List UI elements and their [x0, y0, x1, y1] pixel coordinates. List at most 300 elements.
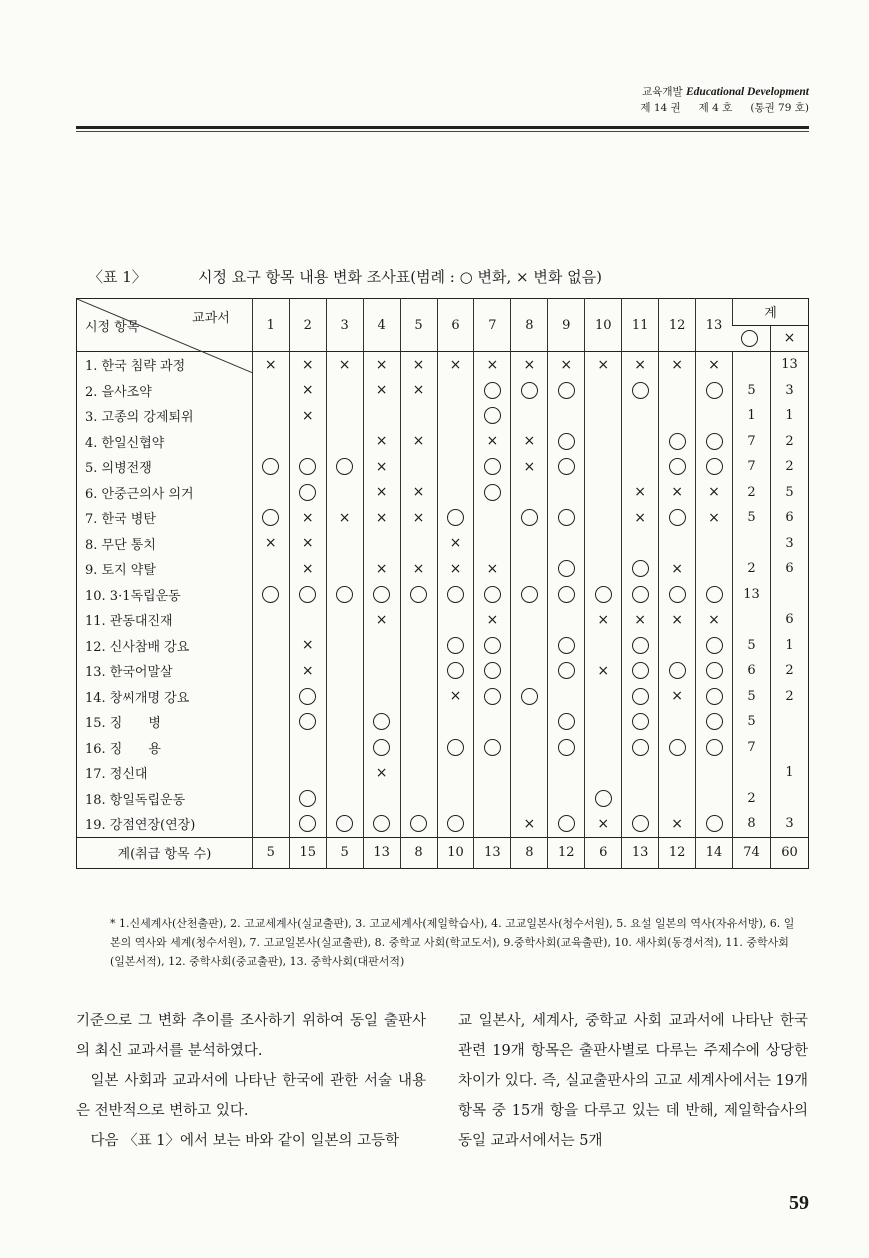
- total-value: 8: [400, 837, 437, 868]
- row-label: 6. 안중근의사 의거: [85, 486, 194, 502]
- total-value: 13: [622, 837, 659, 868]
- cell-empty: [326, 378, 363, 404]
- body-column-left: [76, 1006, 426, 1156]
- row-sum-changed: 2: [733, 480, 771, 506]
- cross-mark: ×: [375, 382, 388, 399]
- cell-changed: [696, 429, 733, 455]
- cell-changed: [474, 403, 511, 429]
- column-number: 11: [622, 299, 659, 352]
- circle-mark: [558, 586, 575, 603]
- cell-changed: [548, 505, 585, 531]
- cell-empty: [659, 531, 696, 557]
- grand-total-unchanged: 60: [770, 837, 808, 868]
- circle-mark: [336, 815, 353, 832]
- row-sum-unchanged: 2: [770, 454, 808, 480]
- circle-mark: [558, 815, 575, 832]
- cross-mark: ×: [671, 356, 683, 373]
- cross-mark: ×: [449, 356, 462, 373]
- cell-unchanged: [585, 658, 622, 684]
- circle-mark: [558, 662, 575, 679]
- header-textbook: 교과서: [192, 311, 230, 326]
- cell-changed: [437, 811, 474, 837]
- cell-empty: [696, 760, 733, 786]
- cell-changed: [696, 684, 733, 710]
- row-sum-changed: [733, 352, 771, 378]
- cell-empty: [252, 556, 289, 582]
- cell-empty: [326, 658, 363, 684]
- cell-changed: [659, 505, 696, 531]
- cell-empty: [696, 403, 733, 429]
- table-title: 시정 요구 항목 내용 변화 조사표(범례 : ○ 변화, × 변화 없음): [198, 268, 602, 286]
- cell-empty: [548, 760, 585, 786]
- cross-mark: ×: [375, 356, 388, 373]
- cell-empty: [622, 454, 659, 480]
- cell-changed: [659, 658, 696, 684]
- cell-unchanged: [659, 607, 696, 633]
- circle-mark: [373, 586, 390, 603]
- circle-mark: [632, 739, 649, 756]
- cell-unchanged: [400, 556, 437, 582]
- cell-unchanged: [622, 505, 659, 531]
- cell-changed: [474, 378, 511, 404]
- table-row: [77, 378, 809, 404]
- cell-changed: [548, 811, 585, 837]
- cell-changed: [696, 735, 733, 761]
- cell-changed: [437, 505, 474, 531]
- row-sum-unchanged: 1: [770, 403, 808, 429]
- cell-unchanged: [511, 429, 548, 455]
- total-value: 6: [585, 837, 622, 868]
- circle-mark: [632, 382, 649, 399]
- cell-empty: [474, 811, 511, 837]
- row-sum-unchanged: 6: [770, 505, 808, 531]
- cell-empty: [252, 786, 289, 812]
- cell-empty: [511, 480, 548, 506]
- cell-changed: [511, 378, 548, 404]
- cell-changed: [474, 480, 511, 506]
- cell-empty: [363, 786, 400, 812]
- circle-mark: [373, 815, 390, 832]
- row-sum-unchanged: [770, 735, 808, 761]
- cross-mark: ×: [486, 611, 499, 628]
- cell-empty: [252, 480, 289, 506]
- cross-mark: ×: [597, 662, 610, 679]
- cell-changed: [659, 429, 696, 455]
- cell-changed: [363, 735, 400, 761]
- cell-unchanged: [363, 352, 400, 378]
- row-sum-changed: 5: [733, 505, 771, 531]
- cross-mark: ×: [671, 484, 683, 501]
- cell-changed: [511, 684, 548, 710]
- cell-changed: [696, 454, 733, 480]
- cell-empty: [252, 684, 289, 710]
- cell-empty: [437, 403, 474, 429]
- cell-empty: [289, 607, 326, 633]
- cross-mark: ×: [597, 611, 610, 628]
- cross-mark: ×: [338, 509, 351, 526]
- cell-empty: [252, 378, 289, 404]
- cell-unchanged: [363, 607, 400, 633]
- circle-mark: [447, 739, 464, 756]
- circle-mark: [558, 382, 575, 399]
- row-sum-unchanged: 3: [770, 378, 808, 404]
- cross-mark: ×: [375, 560, 388, 577]
- cell-empty: [326, 760, 363, 786]
- cell-unchanged: [511, 454, 548, 480]
- cell-empty: [585, 735, 622, 761]
- table-row: [77, 403, 809, 429]
- circle-mark: [595, 790, 612, 807]
- cell-changed: [622, 658, 659, 684]
- cell-empty: [326, 607, 363, 633]
- circle-mark: [558, 509, 575, 526]
- table-row: [77, 505, 809, 531]
- cell-unchanged: [659, 811, 696, 837]
- cell-changed: [696, 709, 733, 735]
- cross-mark: ×: [671, 560, 683, 577]
- cross-mark: ×: [523, 433, 536, 450]
- cell-changed: [622, 582, 659, 608]
- cell-empty: [511, 556, 548, 582]
- row-label: 1. 한국 침략 과정: [85, 359, 186, 375]
- cell-empty: [363, 658, 400, 684]
- cross-mark: ×: [375, 458, 388, 475]
- cell-unchanged: [363, 505, 400, 531]
- cell-empty: [585, 429, 622, 455]
- cell-unchanged: [474, 429, 511, 455]
- cell-empty: [548, 684, 585, 710]
- cell-unchanged: [400, 505, 437, 531]
- row-label: 12. 신사참배 강요: [85, 639, 190, 655]
- cross-mark: ×: [634, 509, 647, 526]
- paragraph: 다음 〈표 1〉에서 보는 바와 같이 일본의 고등학: [90, 1133, 400, 1149]
- circle-mark: [669, 433, 686, 450]
- row-label: 3. 고종의 강제퇴위: [85, 410, 194, 426]
- column-number: 10: [585, 299, 622, 352]
- cross-mark: ×: [301, 382, 314, 399]
- cell-unchanged: [289, 633, 326, 659]
- cross-mark: ×: [560, 356, 573, 373]
- cell-unchanged: [400, 352, 437, 378]
- circle-mark: [521, 509, 538, 526]
- cross-mark: ×: [375, 764, 388, 781]
- cell-changed: [548, 658, 585, 684]
- row-label: 2. 을사조약: [85, 384, 152, 400]
- table-row: [77, 531, 809, 557]
- cell-unchanged: [659, 480, 696, 506]
- circle-mark: [632, 662, 649, 679]
- circle-mark: [521, 586, 538, 603]
- row-sum-unchanged: 2: [770, 429, 808, 455]
- circle-mark: [484, 688, 501, 705]
- circle-mark: [484, 484, 501, 501]
- survey-table: [76, 298, 809, 869]
- table-row: [77, 582, 809, 608]
- cell-empty: [400, 403, 437, 429]
- total-value: 5: [326, 837, 363, 868]
- cross-mark: ×: [634, 484, 647, 501]
- cell-unchanged: [511, 811, 548, 837]
- cell-unchanged: [289, 378, 326, 404]
- cell-empty: [363, 531, 400, 557]
- cell-empty: [585, 403, 622, 429]
- cell-empty: [622, 786, 659, 812]
- cell-changed: [474, 684, 511, 710]
- circle-mark: [632, 815, 649, 832]
- cell-empty: [326, 735, 363, 761]
- cell-unchanged: [659, 684, 696, 710]
- circle-mark: [336, 586, 353, 603]
- cross-mark: ×: [301, 509, 314, 526]
- header-items: 시정 항목: [85, 320, 140, 335]
- cell-empty: [585, 454, 622, 480]
- cross-mark: ×: [523, 458, 536, 475]
- cell-empty: [659, 709, 696, 735]
- column-number: 8: [511, 299, 548, 352]
- row-label: 10. 3·1독립운동: [85, 588, 181, 604]
- cell-empty: [511, 531, 548, 557]
- cell-unchanged: [289, 531, 326, 557]
- cross-mark: ×: [486, 433, 499, 450]
- cell-empty: [400, 735, 437, 761]
- circle-mark: [706, 662, 723, 679]
- cell-changed: [474, 658, 511, 684]
- cross-mark: ×: [708, 484, 720, 501]
- table-row: [77, 556, 809, 582]
- cell-empty: [622, 531, 659, 557]
- cell-unchanged: [437, 684, 474, 710]
- cell-empty: [474, 709, 511, 735]
- sum-change-header: [733, 325, 771, 352]
- cell-empty: [326, 531, 363, 557]
- row-sum-unchanged: 2: [770, 658, 808, 684]
- total-value: 13: [474, 837, 511, 868]
- cell-unchanged: [289, 403, 326, 429]
- row-label: 7. 한국 병탄: [85, 512, 156, 528]
- circle-mark: [299, 688, 316, 705]
- cell-empty: [326, 556, 363, 582]
- cell-changed: [511, 582, 548, 608]
- cell-empty: [474, 505, 511, 531]
- cell-empty: [437, 454, 474, 480]
- cell-empty: [400, 684, 437, 710]
- cell-empty: [511, 760, 548, 786]
- cross-mark: ×: [412, 560, 425, 577]
- cross-mark: ×: [486, 560, 499, 577]
- row-sum-changed: 5: [733, 633, 771, 659]
- row-sum-changed: 7: [733, 735, 771, 761]
- table-row: [77, 786, 809, 812]
- cross-mark: ×: [449, 560, 462, 577]
- cell-unchanged: [696, 607, 733, 633]
- cell-empty: [437, 480, 474, 506]
- cell-empty: [326, 403, 363, 429]
- issue: 제 4 호: [698, 102, 733, 114]
- cell-empty: [474, 760, 511, 786]
- cross-mark: ×: [597, 815, 610, 832]
- circle-mark: [484, 739, 501, 756]
- cell-empty: [400, 633, 437, 659]
- row-sum-unchanged: 13: [770, 352, 808, 378]
- cell-unchanged: [363, 429, 400, 455]
- cell-empty: [437, 709, 474, 735]
- cross-mark: ×: [301, 356, 314, 373]
- cell-empty: [659, 633, 696, 659]
- column-number: 12: [659, 299, 696, 352]
- cell-unchanged: [289, 658, 326, 684]
- cross-mark: ×: [523, 356, 536, 373]
- row-sum-changed: 5: [733, 378, 771, 404]
- circle-mark: [262, 509, 279, 526]
- table-row: [77, 709, 809, 735]
- cell-changed: [474, 633, 511, 659]
- cross-mark: ×: [449, 535, 462, 552]
- column-number: 9: [548, 299, 585, 352]
- diagonal-header-cell: [77, 299, 253, 352]
- circle-mark: [484, 637, 501, 654]
- circle-mark: [558, 560, 575, 577]
- total-label: 계(취급 항목 수): [77, 837, 253, 868]
- row-sum-changed: [733, 531, 771, 557]
- table-row: [77, 811, 809, 837]
- circle-mark: [706, 382, 723, 399]
- cell-empty: [400, 658, 437, 684]
- cell-unchanged: [585, 352, 622, 378]
- cell-changed: [252, 582, 289, 608]
- circle-mark: [632, 586, 649, 603]
- circle-mark: [632, 637, 649, 654]
- cross-mark: ×: [412, 356, 425, 373]
- cell-empty: [252, 403, 289, 429]
- total-value: 12: [659, 837, 696, 868]
- cross-mark: ×: [375, 433, 388, 450]
- cell-changed: [548, 378, 585, 404]
- cell-changed: [622, 811, 659, 837]
- cell-changed: [659, 735, 696, 761]
- circle-mark: [299, 790, 316, 807]
- cell-changed: [696, 811, 733, 837]
- cross-mark: ×: [708, 611, 720, 628]
- cell-empty: [326, 709, 363, 735]
- circle-mark: [299, 484, 316, 501]
- circle-mark: [299, 815, 316, 832]
- row-sum-unchanged: 3: [770, 531, 808, 557]
- row-sum-changed: [733, 760, 771, 786]
- cross-mark: ×: [264, 535, 277, 552]
- cell-changed: [696, 582, 733, 608]
- circle-mark: [299, 586, 316, 603]
- cell-empty: [326, 429, 363, 455]
- cell-changed: [548, 709, 585, 735]
- cell-empty: [437, 607, 474, 633]
- row-label: 8. 무단 통치: [85, 537, 156, 553]
- circle-mark: [669, 739, 686, 756]
- circle-mark: [741, 330, 758, 347]
- circle-mark: [595, 586, 612, 603]
- cell-empty: [289, 429, 326, 455]
- total-issue: (통권 79 호): [750, 102, 809, 114]
- cell-empty: [474, 786, 511, 812]
- row-sum-changed: 5: [733, 709, 771, 735]
- circle-mark: [336, 458, 353, 475]
- cell-empty: [400, 454, 437, 480]
- cell-empty: [511, 633, 548, 659]
- row-label: 14. 창씨개명 강요: [85, 690, 190, 706]
- cell-changed: [289, 454, 326, 480]
- cell-unchanged: [252, 531, 289, 557]
- journal-name-en: Educational Development: [686, 86, 809, 98]
- column-number: 1: [252, 299, 289, 352]
- cell-empty: [511, 658, 548, 684]
- cell-changed: [289, 480, 326, 506]
- cross-mark: ×: [634, 356, 647, 373]
- circle-mark: [558, 637, 575, 654]
- circle-mark: [373, 739, 390, 756]
- cell-unchanged: [511, 352, 548, 378]
- cell-empty: [289, 735, 326, 761]
- circle-mark: [373, 713, 390, 730]
- cell-changed: [289, 582, 326, 608]
- cell-unchanged: [696, 480, 733, 506]
- cell-empty: [252, 633, 289, 659]
- cell-empty: [400, 531, 437, 557]
- cell-unchanged: [696, 352, 733, 378]
- cell-empty: [511, 403, 548, 429]
- cell-empty: [252, 658, 289, 684]
- circle-mark: [484, 586, 501, 603]
- total-row: [77, 837, 809, 868]
- circle-mark: [558, 433, 575, 450]
- cell-changed: [326, 811, 363, 837]
- circle-mark: [447, 815, 464, 832]
- circle-mark: [521, 688, 538, 705]
- cell-empty: [437, 378, 474, 404]
- cell-empty: [585, 684, 622, 710]
- cell-empty: [511, 607, 548, 633]
- cell-unchanged: [363, 454, 400, 480]
- total-value: 15: [289, 837, 326, 868]
- cross-mark: ×: [301, 535, 314, 552]
- cell-unchanged: [474, 607, 511, 633]
- header-rule-thin: [76, 131, 809, 132]
- circle-mark: [484, 407, 501, 424]
- cell-empty: [252, 760, 289, 786]
- row-sum-unchanged: 5: [770, 480, 808, 506]
- circle-mark: [706, 637, 723, 654]
- body-column-right: [458, 1006, 808, 1156]
- table-row: [77, 429, 809, 455]
- cell-unchanged: [363, 760, 400, 786]
- cell-changed: [252, 505, 289, 531]
- row-sum-unchanged: 3: [770, 811, 808, 837]
- circle-mark: [669, 509, 686, 526]
- cell-empty: [548, 786, 585, 812]
- cell-changed: [474, 735, 511, 761]
- cell-changed: [622, 633, 659, 659]
- circle-mark: [558, 739, 575, 756]
- cell-unchanged: [400, 429, 437, 455]
- circle-mark: [706, 586, 723, 603]
- cell-changed: [696, 658, 733, 684]
- cell-empty: [585, 760, 622, 786]
- cell-changed: [400, 582, 437, 608]
- cross-mark: ×: [671, 611, 683, 628]
- cross-mark: ×: [412, 433, 425, 450]
- cross-mark: ×: [375, 611, 388, 628]
- paragraph: 교 일본사, 세계사, 중학교 사회 교과서에 나타난 한국 관련 19개 항목은 출판사별로 다루는 주제수에 상당한 차이가 있다. 즉, 실교출판사의 고교 세계사에서는 19개 항목 중 15개 항을 다루고 있는 데 반해, 제일학습사의 동일 교과서에서는 5개: [458, 1013, 808, 1149]
- cross-mark: ×: [708, 356, 720, 373]
- cell-changed: [622, 735, 659, 761]
